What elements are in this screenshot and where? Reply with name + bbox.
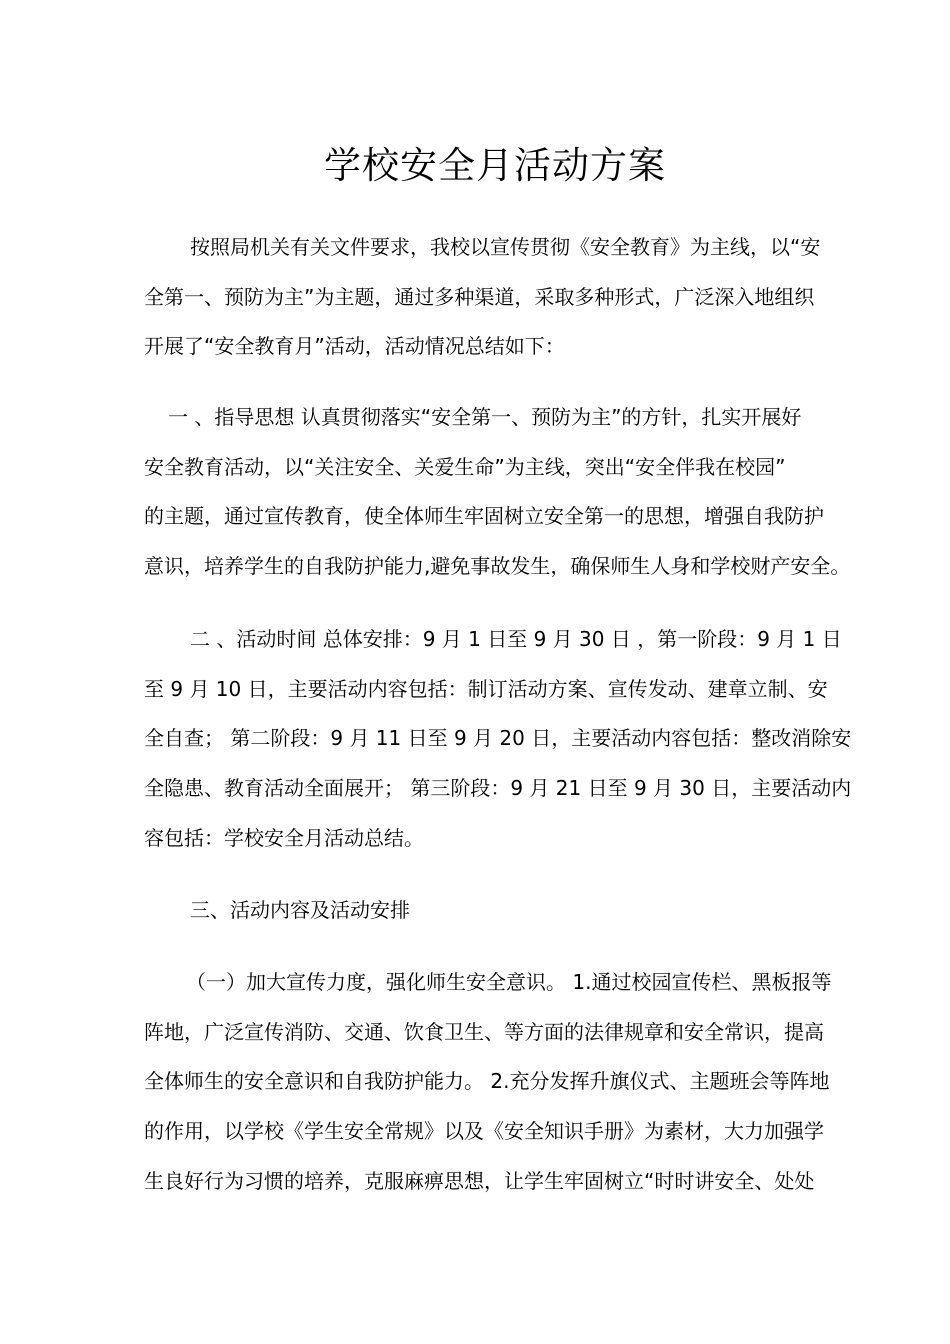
paragraph-line: 全第一、预防为主”为主题，通过多种渠道，采取多种形式，广泛深入地组织 xyxy=(144,284,815,309)
paragraph-line: （一）加大宣传力度，强化师生安全意识。 1.通过校园宣传栏、黑板报等 xyxy=(186,970,832,994)
paragraph-line: 全自查； 第二阶段：9 月 11 日至 9 月 20 日，主要活动内容包括：整改消除安 xyxy=(144,726,852,751)
paragraph-line: 安全教育活动，以“关注安全、关爱生命”为主线，突出“安全伴我在校园” xyxy=(144,454,786,479)
paragraph-line: 至 9 月 10 日，主要活动内容包括：制订活动方案、宣传发动、建章立制、安 xyxy=(144,676,828,701)
paragraph-line: 按照局机关有关文件要求，我校以宣传贯彻《安全教育》为主线，以“安 xyxy=(190,235,821,259)
paragraph-line: 全体师生的安全意识和自我防护能力。 2.充分发挥升旗仪式、主题班会等阵地 xyxy=(144,1069,830,1094)
paragraph-line: 二 、活动时间 总体安排：9 月 1 日至 9 月 30 日 ，第一阶段：9 月 1 日 xyxy=(190,627,842,651)
section-heading: 三、活动内容及活动安排 xyxy=(190,898,410,922)
paragraph-activity-time xyxy=(144,615,852,863)
paragraph-line: 生良好行为习惯的培养，克服麻痹思想，让学生牢固树立“时时讲安全、处处 xyxy=(144,1168,815,1193)
paragraph-line: 容包括：学校安全月活动总结。 xyxy=(144,825,424,850)
document-title: 学校安全月活动方案 xyxy=(324,144,666,187)
paragraph-line: 一 、指导思想 认真贯彻落实“安全第一、预防为主”的方针，扎实开展好 xyxy=(168,405,802,429)
paragraph-line: 的主题，通过宣传教育，使全体师生牢固树立安全第一的思想，增强自我防护 xyxy=(144,504,824,529)
paragraph-guiding-ideology xyxy=(144,393,851,592)
paragraph-publicity xyxy=(144,958,832,1206)
paragraph-line: 全隐患、教育活动全面展开； 第三阶段：9 月 21 日至 9 月 30 日，主要活动内 xyxy=(144,776,852,801)
paragraph-intro xyxy=(144,223,821,372)
paragraph-line: 意识，培养学生的自我防护能力,避免事故发生，确保师生人身和学校财产安全。 xyxy=(144,554,851,579)
paragraph-line: 开展了“安全教育月”活动，活动情况总结如下： xyxy=(144,334,565,359)
paragraph-section-three-heading xyxy=(144,886,812,936)
paragraph-line: 阵地，广泛宣传消防、交通、饮食卫生、等方面的法律规章和安全常识，提高 xyxy=(144,1019,824,1044)
paragraph-line: 的作用，以学校《学生安全常规》以及《安全知识手册》为素材，大力加强学 xyxy=(144,1119,824,1144)
